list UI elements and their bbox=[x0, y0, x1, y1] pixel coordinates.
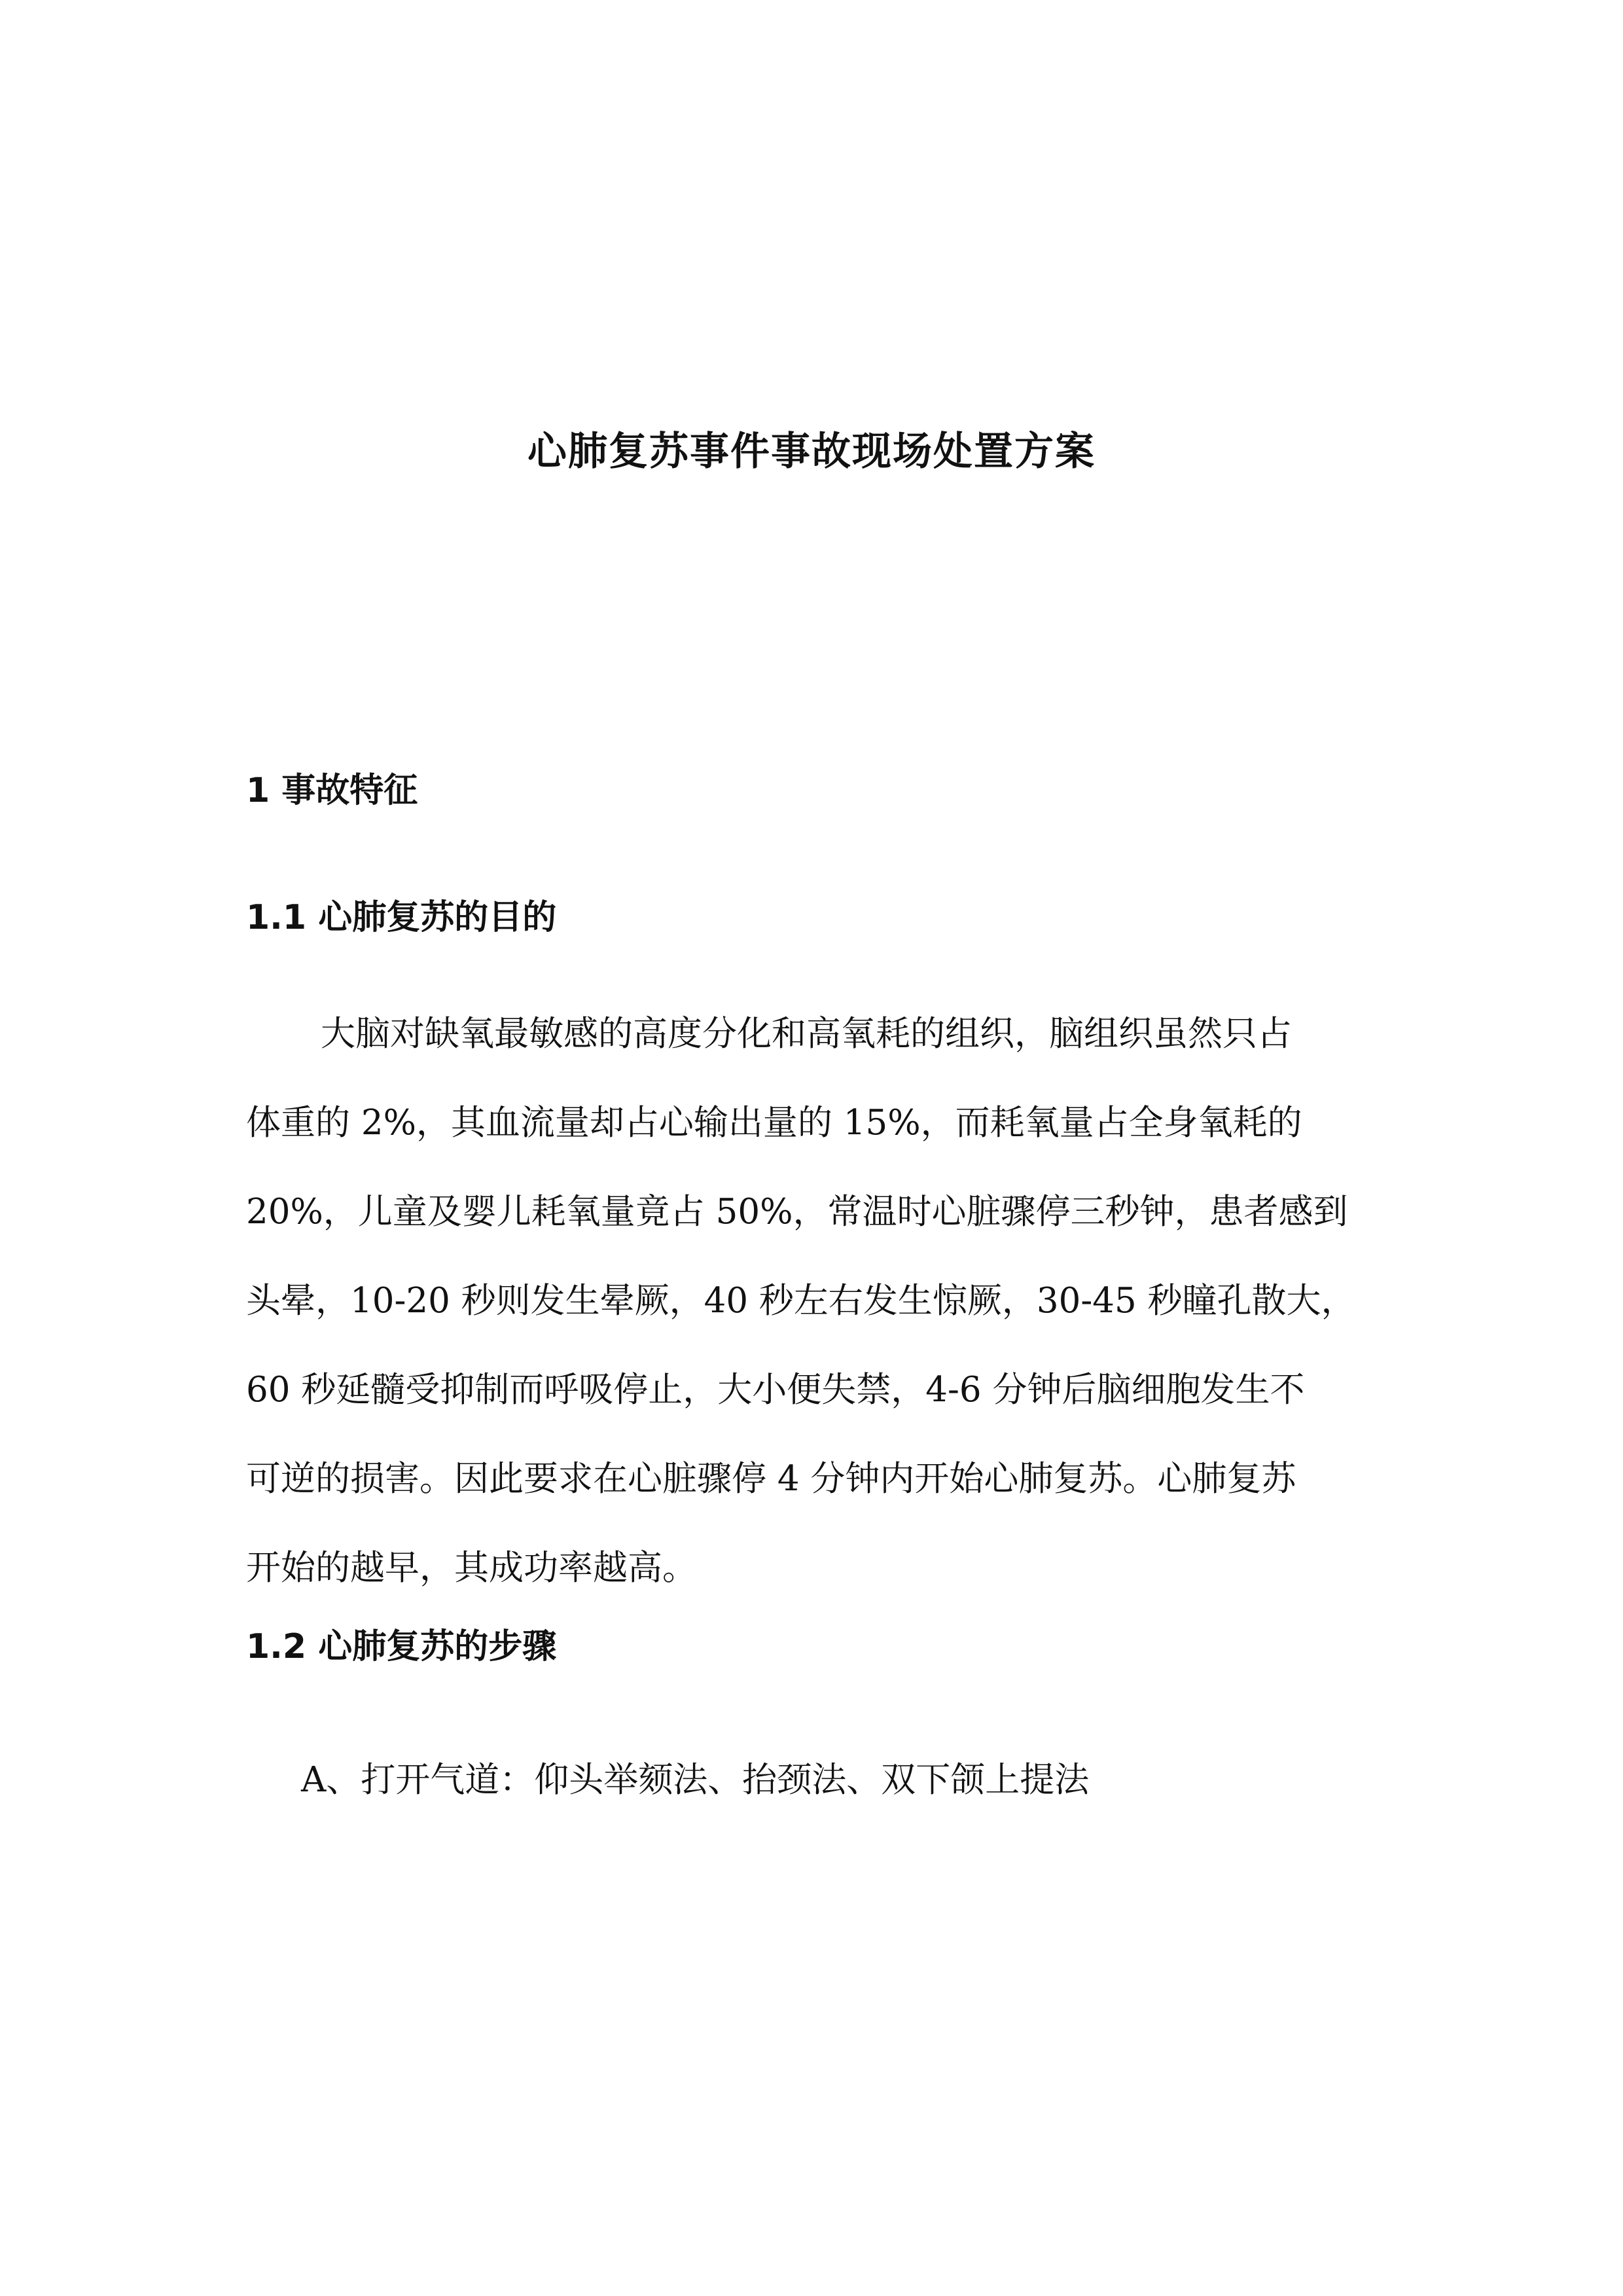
paragraph-line: 开始的越早，其成功率越高。 bbox=[246, 1548, 697, 1588]
paragraph-line: 可逆的损害。因此要求在心脏骤停 4 分钟内开始心肺复苏。心肺复苏 bbox=[246, 1459, 1296, 1499]
subsection-heading-1-1: 1.1 心肺复苏的目的 bbox=[246, 898, 557, 937]
paragraph-line: 大脑对缺氧最敏感的高度分化和高氧耗的组织，脑组织虽然只占 bbox=[321, 1014, 1292, 1054]
paragraph-line: 头晕，10-20 秒则发生晕厥，40 秒左右发生惊厥，30-45 秒瞳孔散大， bbox=[246, 1281, 1356, 1321]
subsection-heading-1-2: 1.2 心肺复苏的步骤 bbox=[246, 1627, 557, 1666]
document-title: 心肺复苏事件事故现场处置方案 bbox=[527, 429, 1096, 475]
step-a-airway: A、打开气道：仰头举颏法、抬颈法、双下颌上提法 bbox=[301, 1760, 1090, 1800]
paragraph-line: 体重的 2%，其血流量却占心输出量的 15%，而耗氧量占全身氧耗的 bbox=[246, 1103, 1302, 1143]
paragraph-line: 60 秒延髓受抑制而呼吸停止，大小便失禁，4-6 分钟后脑细胞发生不 bbox=[246, 1370, 1305, 1410]
section-heading-1: 1 事故特征 bbox=[246, 771, 418, 810]
paragraph-line: 20%，儿童及婴儿耗氧量竟占 50%，常温时心脏骤停三秒钟，患者感到 bbox=[246, 1192, 1348, 1232]
